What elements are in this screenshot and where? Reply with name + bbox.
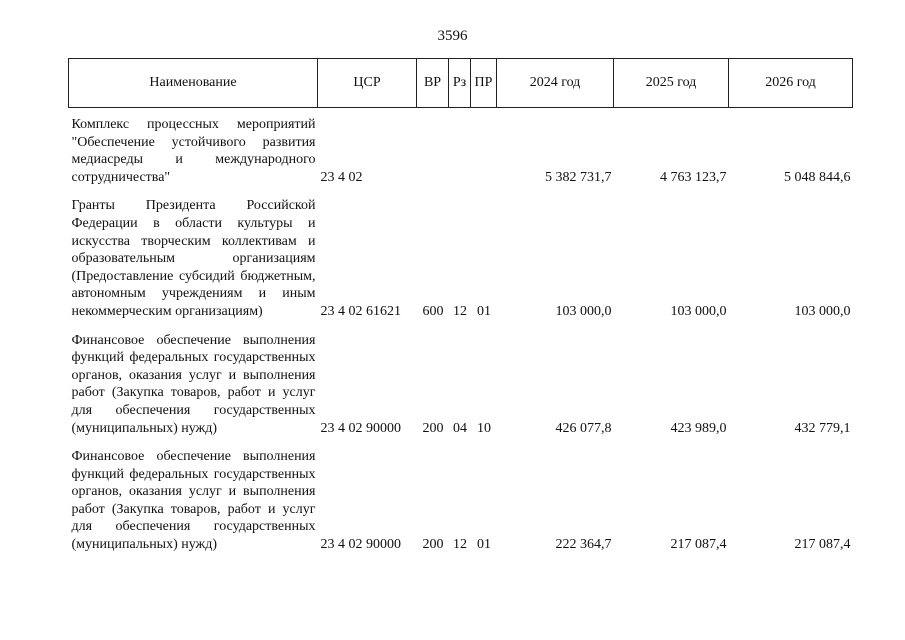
header-2026: 2026 год <box>729 59 853 108</box>
row-rz: 04 <box>453 420 467 436</box>
row-2025: 103 000,0 <box>670 303 727 319</box>
table-row <box>69 197 853 331</box>
row-vr <box>417 108 449 198</box>
row-rz: 12 <box>453 537 467 553</box>
row-pr: 01 <box>477 537 491 553</box>
table-row <box>69 332 853 449</box>
row-2024: 426 077,8 <box>555 420 612 436</box>
row-pr <box>471 108 497 198</box>
row-csr: 23 4 02 61621 <box>320 303 401 319</box>
header-rz: Рз <box>449 59 471 108</box>
row-pr: 10 <box>477 420 491 436</box>
header-csr: ЦСР <box>318 59 417 108</box>
row-name: Финансовое обеспечение выполнения функций федеральных государственных органов, оказания услуг и выполнения работ (Закупка товаров, работ и услуг для обеспечения государственных (муниципальных) нужд) <box>71 449 316 553</box>
row-pr: 01 <box>477 303 491 319</box>
row-csr: 23 4 02 90000 <box>320 537 401 553</box>
row-name: Финансовое обеспечение выполнения функций федеральных государственных органов, оказания услуг и выполнения работ (Закупка товаров, работ и услуг для обеспечения государственных (муниципальных) нужд) <box>71 332 316 436</box>
row-rz: 12 <box>453 303 467 319</box>
row-2024: 5 382 731,7 <box>545 169 612 185</box>
row-2024: 103 000,0 <box>555 303 612 319</box>
table-row <box>69 108 853 198</box>
row-2026: 217 087,4 <box>794 537 851 553</box>
table-header <box>69 59 853 108</box>
row-vr: 200 <box>422 537 444 553</box>
table-row <box>69 448 853 565</box>
row-name: Комплекс процессных мероприятий "Обеспечение устойчивого развития медиасреды и международного сотрудничества" <box>71 117 316 185</box>
row-csr: 23 4 02 90000 <box>320 420 401 436</box>
row-name: Гранты Президента Российской Федерации в области культуры и искусства творческим коллективам и образовательным организациям (Предоставление субсидий бюджетным, автономным учреждениям и иным некоммерческим организациям) <box>71 198 316 319</box>
page-number: 3596 <box>437 28 468 44</box>
row-2025: 4 763 123,7 <box>660 169 727 185</box>
row-csr: 23 4 02 <box>320 169 363 185</box>
budget-table <box>68 58 853 565</box>
row-vr: 200 <box>422 420 444 436</box>
header-2024: 2024 год <box>497 59 614 108</box>
row-2025: 423 989,0 <box>670 420 727 436</box>
row-2026: 5 048 844,6 <box>784 169 851 185</box>
row-2024: 222 364,7 <box>555 537 612 553</box>
row-2026: 103 000,0 <box>794 303 851 319</box>
header-name: Наименование <box>69 59 318 108</box>
row-2025: 217 087,4 <box>670 537 727 553</box>
header-2025: 2025 год <box>614 59 729 108</box>
header-vr: ВР <box>417 59 449 108</box>
row-vr: 600 <box>422 303 444 319</box>
row-rz <box>449 108 471 198</box>
header-pr: ПР <box>471 59 497 108</box>
row-2026: 432 779,1 <box>794 420 851 436</box>
